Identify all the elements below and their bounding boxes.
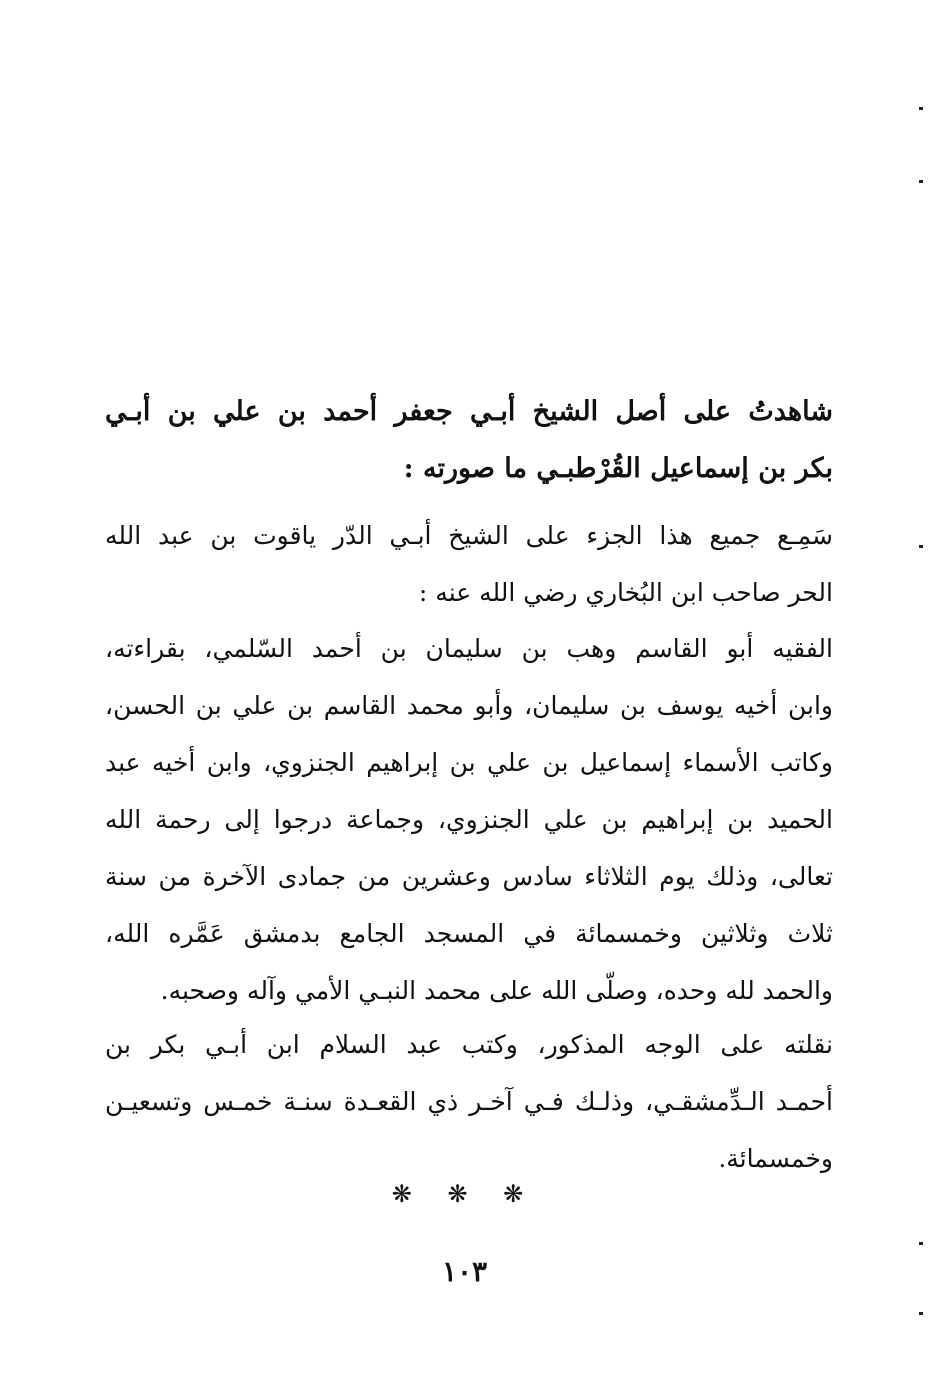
paragraph-line: الحميد بن إبراهيم بن علي الجنزوي، وجماعة درجوا إلى رحمة الله: [105, 805, 833, 834]
paragraph-line: والحمد لله وحده، وصلّى الله على محمد النبـي الأمي وآله وصحبه.: [160, 976, 833, 1005]
heading-line: بكر بن إسماعيل القُرْطبـي ما صورته :: [403, 453, 833, 484]
paragraph-listeners: [105, 620, 833, 1019]
page-number: ١٠٣: [441, 1255, 488, 1288]
paragraph-sama: [105, 507, 833, 621]
paragraph-line: ثلاث وثلاثين وخمسمائة في المسجد الجامع بدمشق عَمَّره الله،: [105, 919, 833, 948]
paragraph-line: سَمِـع جميع هذا الجزء على الشيخ أبـي الدّر ياقوت بن عبد الله: [105, 521, 833, 550]
paragraph-line: أحمـد الـدِّمشقـي، وذلـك فـي آخـر ذي القعـدة سنـة خمـس وتسعيـن: [105, 1087, 833, 1116]
paragraph-line: وكاتب الأسماء إسماعيل بن علي بن إبراهيم الجنزوي، وابن أخيه عبد: [105, 748, 833, 777]
section-ornament: ❋ ❋ ❋: [391, 1180, 538, 1208]
margin-mark: [919, 545, 923, 548]
margin-mark: [919, 1242, 923, 1245]
heading-line: شاهدتُ على أصل الشيخ أبـي جعفر أحمد بن علي بن أبـي: [105, 396, 833, 427]
paragraph-line: وابن أخيه يوسف بن سليمان، وأبو محمد القاسم بن علي بن الحسن،: [105, 691, 833, 720]
paragraph-copyist: [105, 1016, 833, 1187]
paragraph-line: الفقيه أبو القاسم وهب بن سليمان بن أحمد السّلمي، بقراءته،: [105, 634, 833, 663]
heading: [105, 383, 833, 497]
margin-mark: [919, 180, 923, 183]
paragraph-line: وخمسمائة.: [718, 1144, 833, 1173]
margin-mark: [919, 1312, 923, 1315]
paragraph-line: نقلته على الوجه المذكور، وكتب عبد السلام ابن أبـي بكر بن: [105, 1030, 833, 1059]
paragraph-line: تعالى، وذلك يوم الثلاثاء سادس وعشرين من جمادى الآخرة من سنة: [105, 862, 833, 891]
paragraph-line: الحر صاحب ابن البُخاري رضي الله عنه :: [418, 578, 833, 607]
margin-mark: [919, 107, 923, 110]
